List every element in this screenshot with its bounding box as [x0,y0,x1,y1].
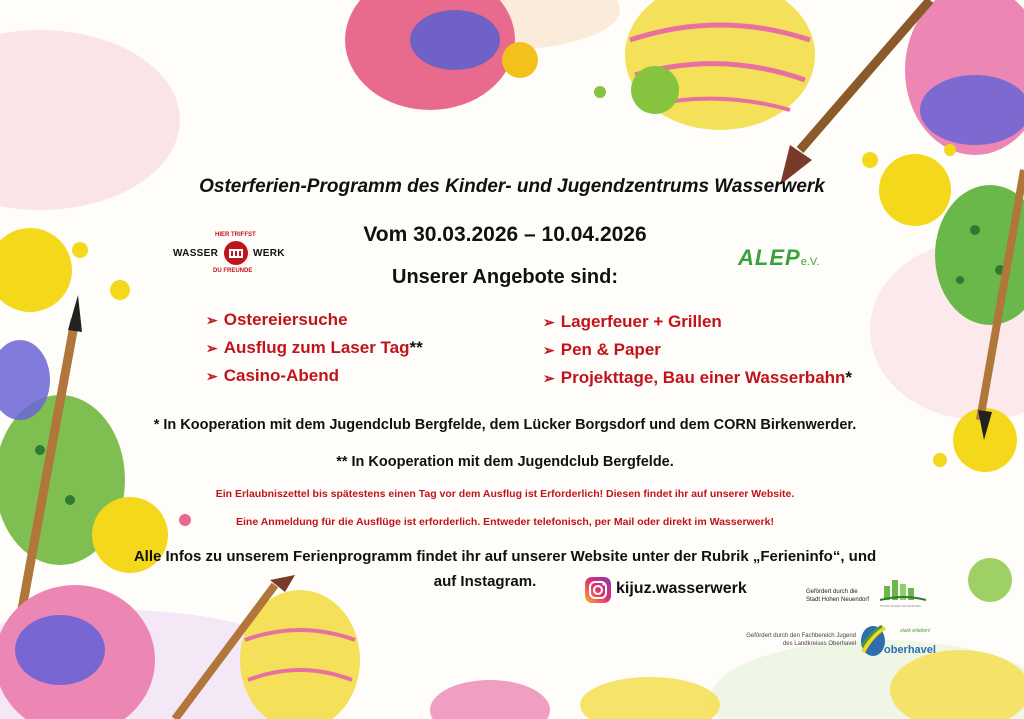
alep-logo-name: ALEP [738,245,801,270]
instagram-handle: kijuz.wasserwerk [616,580,747,597]
wasserwerk-logo [173,232,293,278]
permission-note: Ein Erlaubniszettel bis spätestens einen Tag vor dem Ausflug ist Erforderlich! Diesen findet ihr auf unserer Website. [215,488,795,500]
arrow-bullet-icon: ➢ [543,314,555,330]
arrow-bullet-icon: ➢ [543,342,555,358]
list-item: ➢ Casino-Abend [206,366,339,385]
arrow-bullet-icon: ➢ [206,340,218,356]
offers-list-left [206,306,423,390]
date-range: Vom 30.03.2026 – 10.04.2026 [363,223,647,246]
wasserwerk-logo-bottom: DU FREUNDE [213,268,253,274]
offers-list-right [543,308,852,392]
list-item: ➢ Projekttage, Bau einer Wasserbahn* [543,368,853,387]
list-item: ➢ Lagerfeuer + Grillen [543,312,722,331]
instagram-icon [584,576,612,604]
registration-note: Eine Anmeldung für die Ausflüge ist erforderlich. Entweder telefonisch, per Mail oder direkt im Wasserwerk! [236,516,774,528]
list-item: ➢ Ausflug zum Laser Tag** [206,338,423,357]
list-item: ➢ Pen & Paper [543,340,661,359]
info-line-instagram: auf Instagram. [433,573,537,590]
wasserwerk-logo-right: WERK [253,248,285,259]
arrow-bullet-icon: ➢ [206,312,218,328]
alep-logo [738,245,819,271]
wasserwerk-logo-top: HIER TRIFFST [215,232,256,238]
hohen-neuendorf-funding: Gefördert durch die Stadt Hohen Neuendorf [806,589,870,603]
oberhavel-funding: Gefördert durch den Fachbereich Jugend des Landkreises Oberhavel [746,633,856,647]
water-tower-icon [223,240,249,266]
hohen-neuendorf-logo [880,576,926,604]
page-title: Osterferien-Programm des Kinder- und Jugendzentrums Wasserwerk [199,176,825,197]
cooperation-note-bergfelde: ** In Kooperation mit dem Jugendclub Bergfelde. [336,454,674,470]
wasserwerk-logo-left: WASSER [173,248,219,259]
cooperation-note-all: * In Kooperation mit dem Jugendclub Bergfelde, dem Lücker Borgsdorf und dem CORN Birkenwerder. [153,417,857,433]
instagram-link[interactable] [584,576,784,606]
oberhavel-name: oberhavel [884,644,936,656]
arrow-bullet-icon: ➢ [543,370,555,386]
hohen-neuendorf-sub: STADT HOHEN NEUENDORF [880,604,922,608]
info-line: Alle Infos zu unserem Ferienprogramm findet ihr auf unserer Website unter der Rubrik „Ferieninfo“, und [133,548,877,565]
oberhavel-tagline: stark erleben! [900,628,931,634]
list-item: ➢ Ostereiersuche [206,310,348,329]
offers-heading: Unserer Angebote sind: [392,266,618,288]
arrow-bullet-icon: ➢ [206,368,218,384]
alep-logo-suffix: e.V. [800,256,820,268]
